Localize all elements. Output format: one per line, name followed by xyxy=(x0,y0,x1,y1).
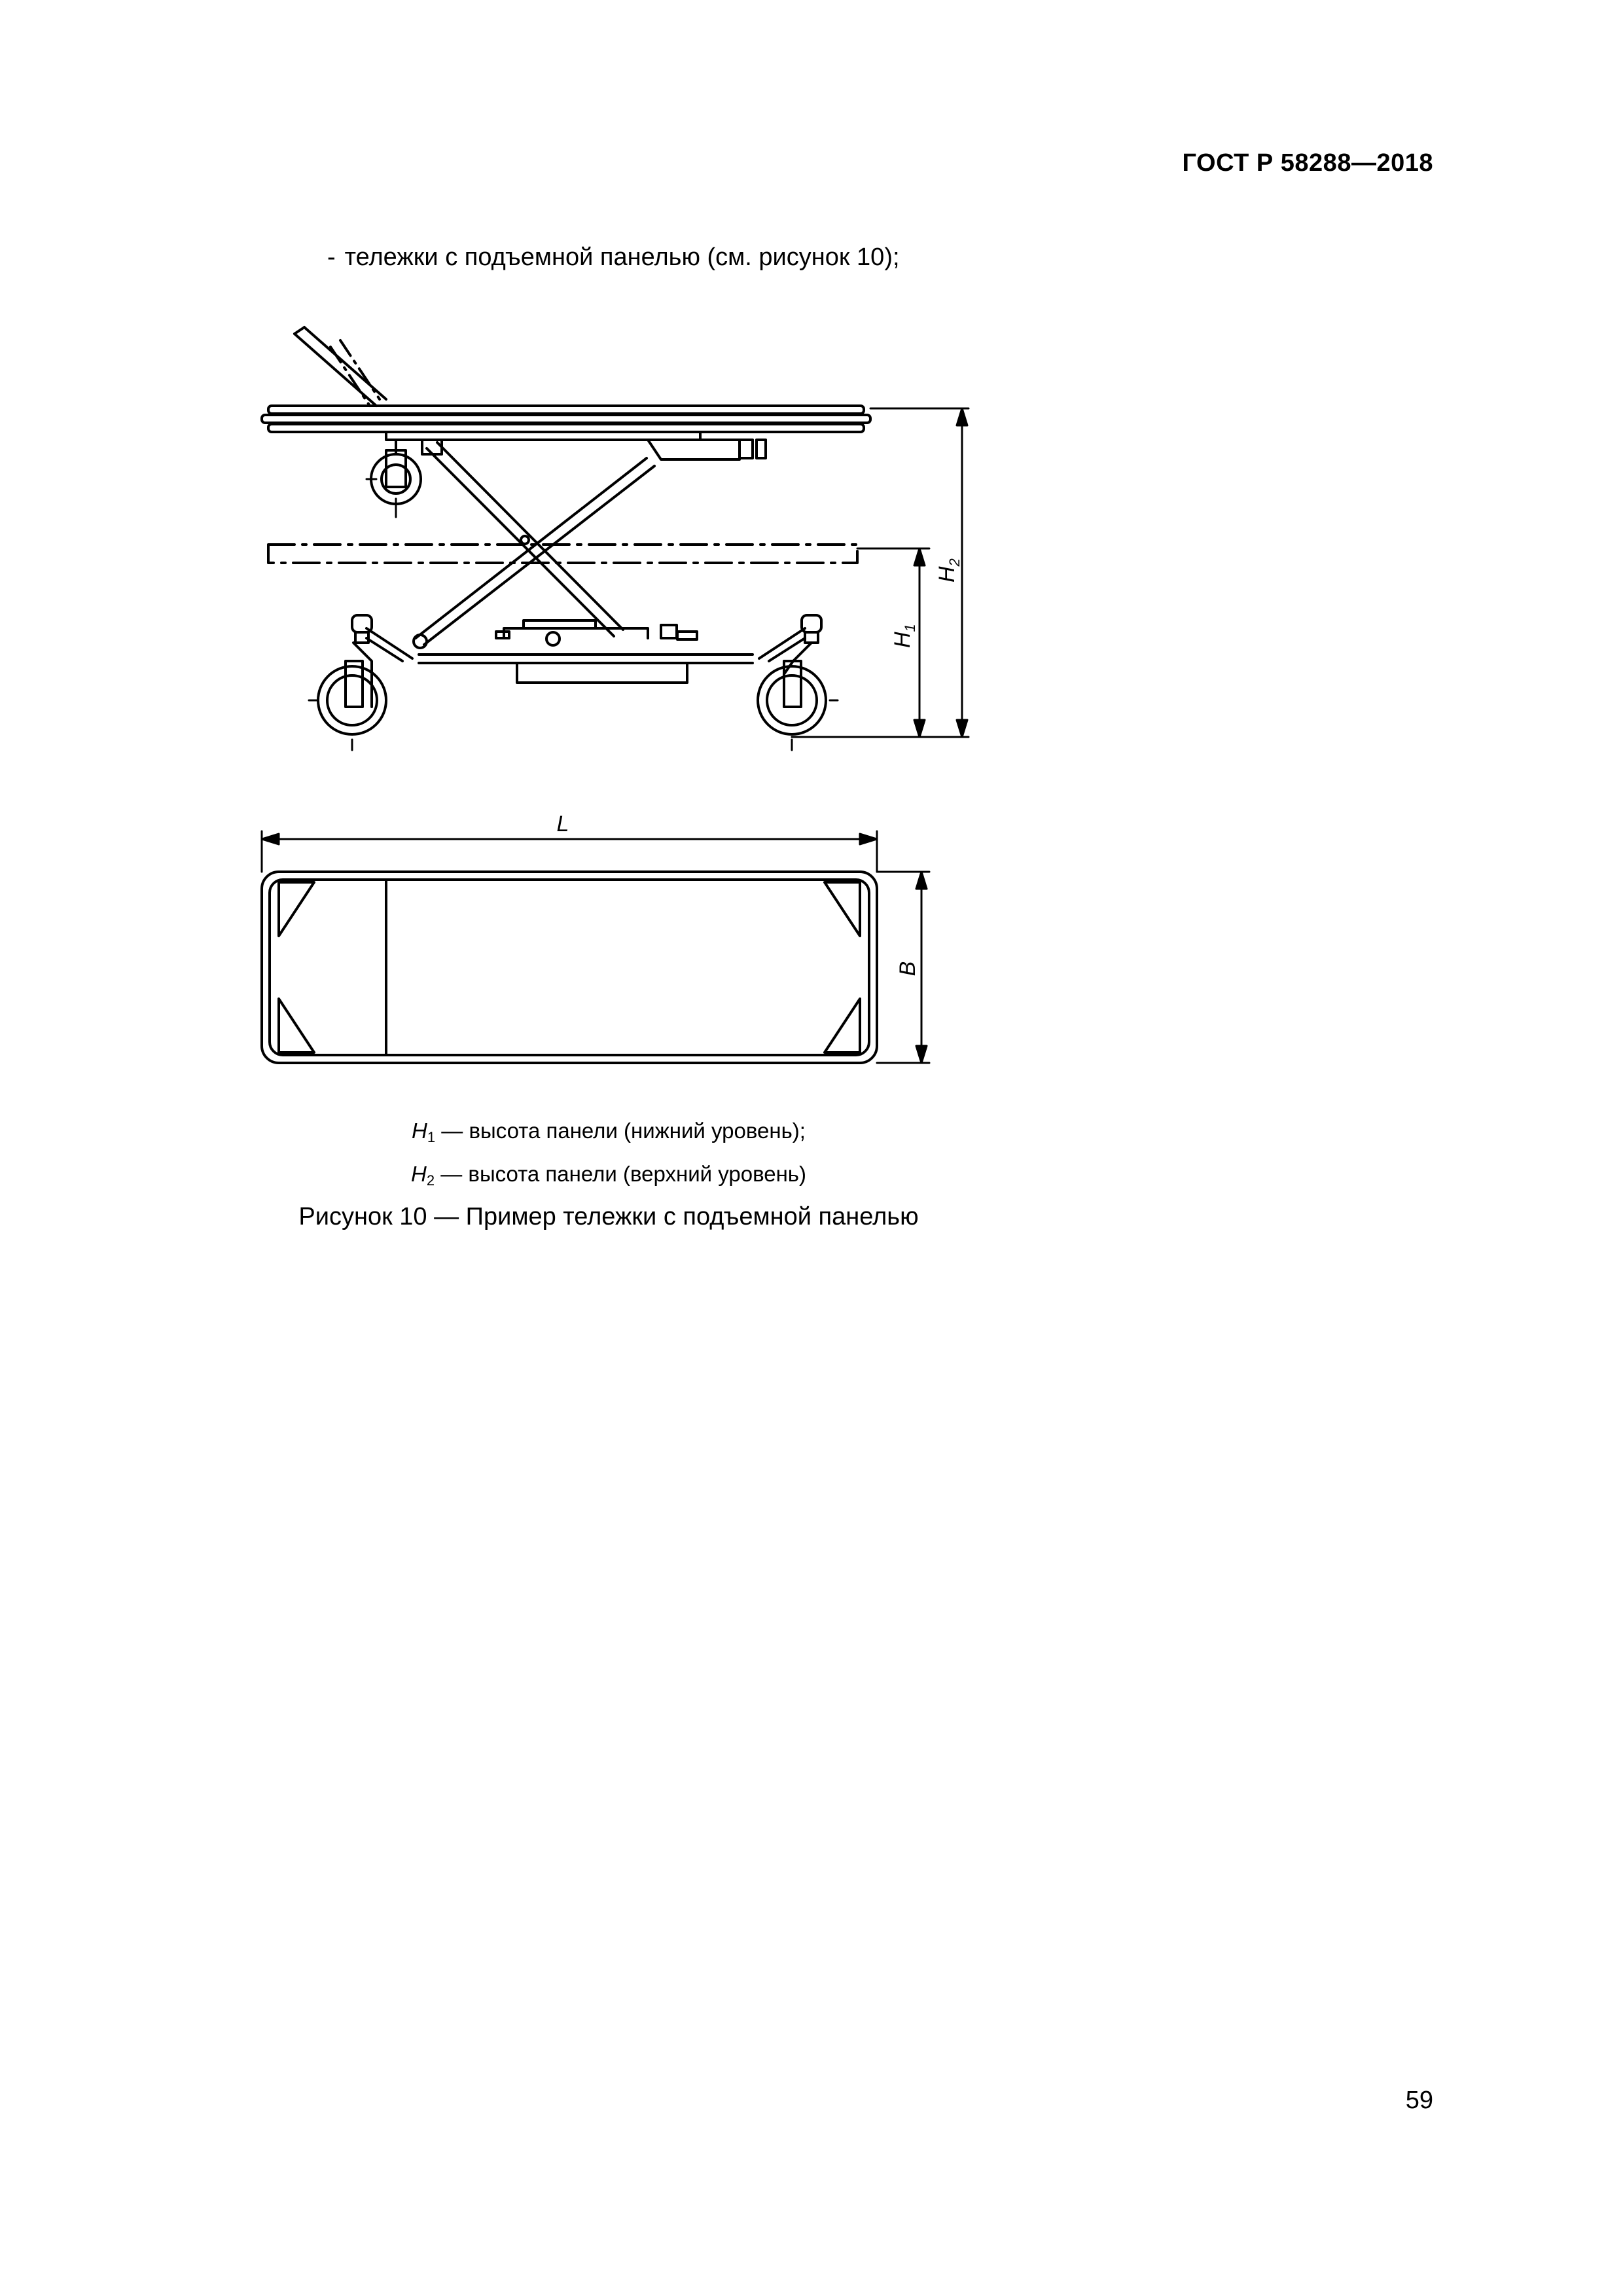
figure-legend xyxy=(0,1113,1217,1199)
width-label: B xyxy=(895,961,920,977)
trolley-figure xyxy=(255,308,1008,1093)
length-label: L xyxy=(556,812,569,836)
list-item-marker: - xyxy=(327,243,336,271)
h2-label: $H_2$ xyxy=(935,558,963,583)
legend-item: $H_1$ — высота панели (нижний уровень); xyxy=(412,1119,806,1145)
figure-caption: Рисунок 10 — Пример тележки с подъемной панелью xyxy=(298,1203,919,1230)
lower-panel-level xyxy=(268,545,857,563)
side-view xyxy=(262,327,969,750)
small-caster xyxy=(366,440,421,517)
top-view xyxy=(262,831,929,1063)
list-item-text: тележки с подъемной панелью (см. рисунок 10); xyxy=(344,243,900,271)
page-number: 59 xyxy=(1405,2087,1433,2114)
h1-label: $H_1$ xyxy=(890,624,918,648)
backrest xyxy=(294,327,386,406)
standard-header: ГОСТ Р 58288—2018 xyxy=(1182,149,1433,177)
caster-right xyxy=(758,615,838,750)
lift-mechanism xyxy=(496,620,697,645)
list-item xyxy=(327,243,900,272)
length-dimension xyxy=(262,831,877,872)
caster-left xyxy=(309,615,386,750)
slide-block xyxy=(648,440,766,459)
legend-item: $H_2$ — высота панели (верхний уровень) xyxy=(410,1162,806,1189)
upper-panel xyxy=(262,406,870,440)
base-frame xyxy=(366,628,805,683)
